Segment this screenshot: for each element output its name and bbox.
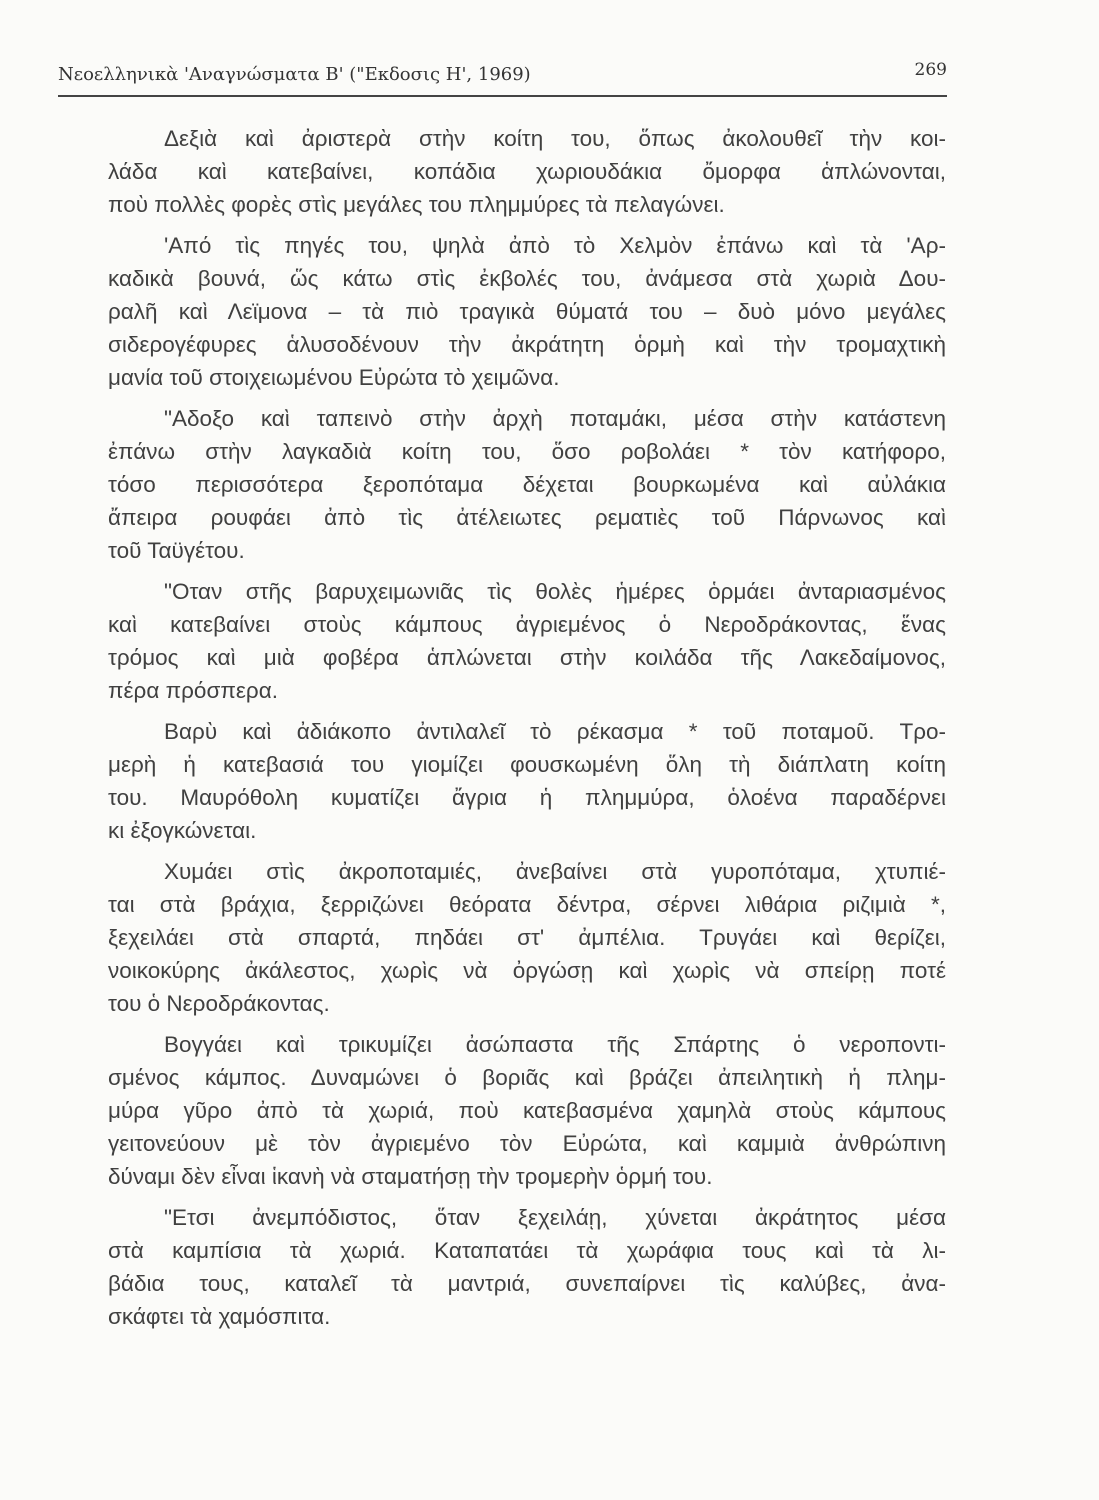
- text-line: 'Από τὶς πηγές του, ψηλὰ ἀπὸ τὸ Χελμὸν ἐπάνω καὶ τὰ 'Αρ-: [164, 233, 946, 258]
- header-rule: [58, 95, 947, 97]
- text-line: καδικὰ βουνά, ὥς κάτω στὶς ἐκβολές του, ἀνάμεσα στὰ χωριὰ Δου-: [108, 266, 946, 291]
- text-line: ποὺ πολλὲς φορὲς στὶς μεγάλες του πλημμύρες τὰ πελαγώνει.: [108, 192, 725, 217]
- paragraph: [108, 575, 946, 707]
- text-line: ραλῆ καὶ Λεϊμονα – τὰ πιὸ τραγικὰ θύματά του – δυὸ μόνο μεγάλες: [108, 299, 946, 324]
- text-line: βάδια τους, καταλεῖ τὰ μαντριά, συνεπαίρνει τὶς καλύβες, ἀνα-: [108, 1271, 946, 1296]
- text-line: του. Μαυρόθολη κυματίζει ἄγρια ἡ πλημμύρα, ὁλοένα παραδέρνει: [108, 785, 946, 810]
- text-line: Δεξιὰ καὶ ἀριστερὰ στὴν κοίτη του, ὅπως ἀκολουθεῖ τὴν κοι-: [164, 126, 946, 151]
- text-line: ἄπειρα ρουφάει ἀπὸ τὶς ἀτέλειωτες ρεματιὲς τοῦ Πάρνωνος καὶ: [108, 505, 946, 530]
- text-line: "Οταν στῆς βαρυχειμωνιᾶς τὶς θολὲς ἡμέρες ὁρμάει ἀνταριασμένος: [164, 579, 946, 604]
- paragraph: [108, 402, 946, 567]
- text-line: ται στὰ βράχια, ξερριζώνει θεόρατα δέντρα, σέρνει λιθάρια ριζιμιὰ *,: [108, 892, 946, 917]
- text-line: σκάφτει τὰ χαμόσπιτα.: [108, 1304, 331, 1329]
- text-line: σιδερογέφυρες ἁλυσοδένουν τὴν ἀκράτητη ὁρμὴ καὶ τὴν τρομαχτικὴ: [108, 332, 946, 357]
- text-line: στὰ καμπίσια τὰ χωριά. Καταπατάει τὰ χωράφια τους καὶ τὰ λι-: [108, 1238, 946, 1263]
- text-line: "Ετσι ἀνεμπόδιστος, ὅταν ξεχειλάῃ, χύνεται ἀκράτητος μέσα: [164, 1205, 946, 1230]
- paragraph: [108, 1201, 946, 1333]
- text-line: λάδα καὶ κατεβαίνει, κοπάδια χωριουδάκια ὄμορφα ἁπλώνονται,: [108, 159, 946, 184]
- text-line: τοῦ Ταϋγέτου.: [108, 538, 245, 563]
- text-line: ξεχειλάει στὰ σπαρτά, πηδάει στ' ἀμπέλια. Τρυγάει καὶ θερίζει,: [108, 925, 946, 950]
- text-line: μερὴ ἡ κατεβασιά του γιομίζει φουσκωμένη ὅλη τὴ διάπλατη κοίτη: [108, 752, 946, 777]
- text-line: νοικοκύρης ἀκάλεστος, χωρὶς νὰ ὀργώσῃ καὶ χωρὶς νὰ σπείρῃ ποτέ: [108, 958, 946, 983]
- paragraph: [108, 855, 946, 1020]
- text-line: τόσο περισσότερα ξεροπόταμα δέχεται βουρκωμένα καὶ αὐλάκια: [108, 472, 946, 497]
- text-line: Χυμάει στὶς ἀκροποταμιές, ἀνεβαίνει στὰ γυροπόταμα, χτυπιέ-: [164, 859, 946, 884]
- text-line: πέρα πρόσπερα.: [108, 678, 278, 703]
- text-line: καὶ κατεβαίνει στοὺς κάμπους ἀγριεμένος ὁ Νεροδράκοντας, ἕνας: [108, 612, 946, 637]
- paragraph: [108, 715, 946, 847]
- text-line: Βογγάει καὶ τρικυμίζει ἀσώπαστα τῆς Σπάρτης ὁ νεροποντι-: [164, 1032, 946, 1057]
- text-line: γειτονεύουν μὲ τὸν ἀγριεμένο τὸν Εὐρώτα, καὶ καμμιὰ ἀνθρώπινη: [108, 1131, 946, 1156]
- text-line: δύναμι δὲν εἶναι ἱκανὴ νὰ σταματήσῃ τὴν τρομερὴν ὁρμή του.: [108, 1164, 713, 1189]
- body-text: [108, 122, 946, 1341]
- running-header-title: Νεοελληνικὰ 'Αναγνώσματα Β' ("Εκδοσις Η', 1969): [58, 64, 531, 85]
- text-line: μύρα γῦρο ἀπὸ τὰ χωριά, ποὺ κατεβασμένα χαμηλὰ στοὺς κάμπους: [108, 1098, 946, 1123]
- paragraph: [108, 122, 946, 221]
- text-line: τρόμος καὶ μιὰ φοβέρα ἁπλώνεται στὴν κοιλάδα τῆς Λακεδαίμονος,: [108, 645, 946, 670]
- text-line: κι ἐξογκώνεται.: [108, 818, 257, 843]
- text-line: "Αδοξο καὶ ταπεινὸ στὴν ἀρχὴ ποταμάκι, μέσα στὴν κατάστενη: [164, 406, 946, 431]
- running-header: [58, 60, 945, 92]
- text-line: ἐπάνω στὴν λαγκαδιὰ κοίτη του, ὅσο ροβολάει * τὸν κατήφορο,: [108, 439, 946, 464]
- text-line: Βαρὺ καὶ ἀδιάκοπο ἀντιλαλεῖ τὸ ρέκασμα * τοῦ ποταμοῦ. Τρο-: [164, 719, 946, 744]
- paragraph: [108, 229, 946, 394]
- text-line: σμένος κάμπος. Δυναμώνει ὁ βοριᾶς καὶ βράζει ἀπειλητικὴ ἡ πλημ-: [108, 1065, 946, 1090]
- text-line: του ὁ Νεροδράκοντας.: [108, 991, 330, 1016]
- text-line: μανία τοῦ στοιχειωμένου Εὐρώτα τὸ χειμῶνα.: [108, 365, 560, 390]
- paragraph: [108, 1028, 946, 1193]
- page-number: 269: [914, 60, 947, 80]
